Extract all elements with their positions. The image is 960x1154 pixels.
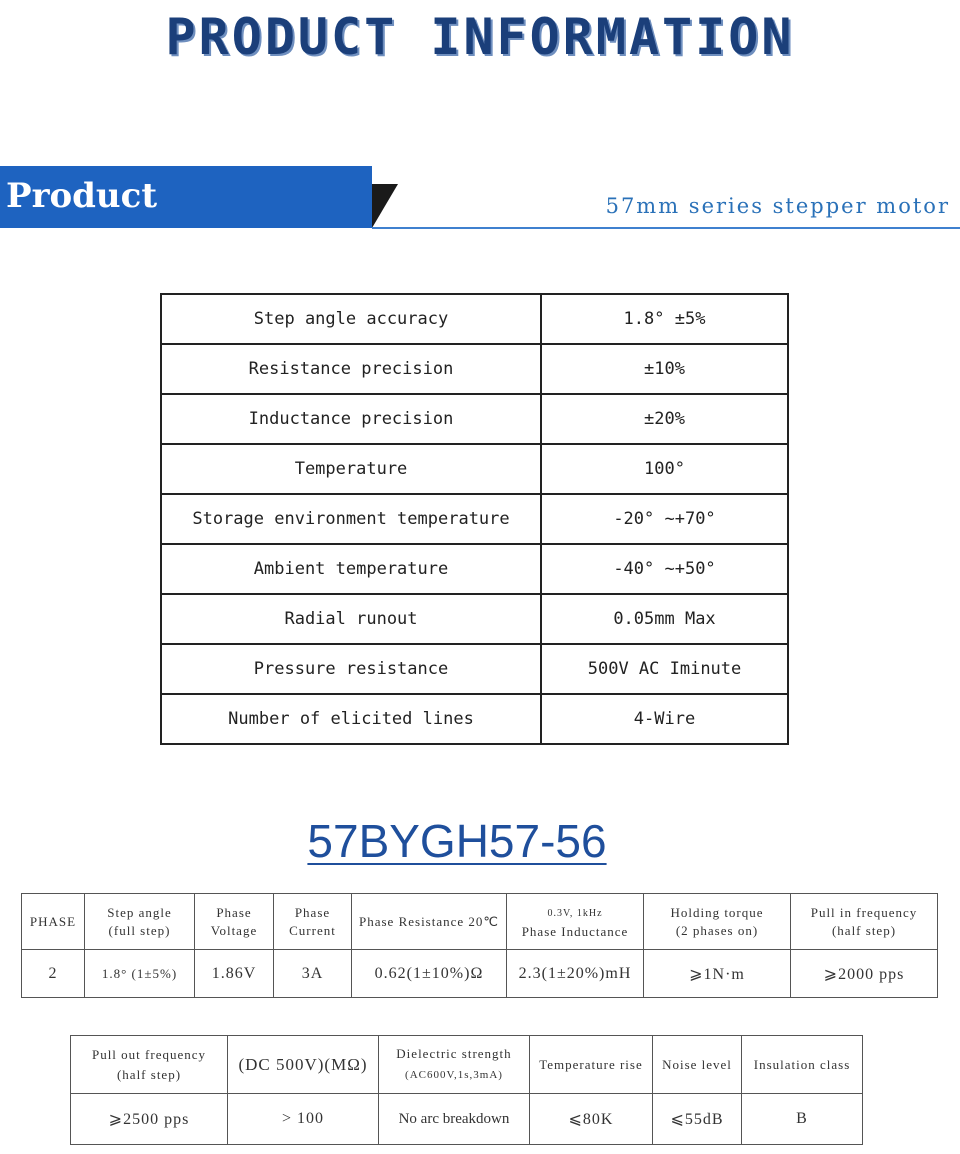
table-header-row: [22, 894, 938, 950]
header-line: Voltage: [210, 922, 258, 938]
header-line: (half step): [116, 1066, 182, 1082]
table-row: [161, 494, 788, 544]
header-line: (full step): [108, 922, 171, 938]
header-cell: [530, 1036, 653, 1094]
value-cell: 1.86V: [195, 950, 274, 998]
param-value: 4-Wire: [541, 694, 788, 744]
value-cell: > 100: [228, 1094, 379, 1145]
param-label: Storage environment temperature: [161, 494, 541, 544]
param-label: Number of elicited lines: [161, 694, 541, 744]
table-row: [161, 544, 788, 594]
header-cell: [379, 1036, 530, 1094]
header-cell: [85, 894, 195, 950]
header-line: (AC600V,1s,3mA): [405, 1069, 503, 1081]
value-cell: B: [742, 1094, 863, 1145]
spec-table-electrical: [21, 893, 938, 998]
param-value: 0.05mm Max: [541, 594, 788, 644]
model-name: 57BYGH57-56: [307, 815, 607, 867]
param-value: ±20%: [541, 394, 788, 444]
header-line: Temperature rise: [539, 1056, 643, 1072]
param-value: -40° ~+50°: [541, 544, 788, 594]
param-value: 1.8° ±5%: [541, 294, 788, 344]
header-line: Current: [289, 922, 336, 938]
param-value: ±10%: [541, 344, 788, 394]
banner-rule-divider: [372, 227, 960, 229]
header-line: 0.3V, 1kHz: [547, 907, 603, 919]
table-row: [161, 344, 788, 394]
header-line: PHASE: [29, 913, 77, 929]
table-row: [161, 644, 788, 694]
header-line: Phase: [216, 904, 252, 920]
header-line: Pull in frequency: [810, 904, 918, 920]
header-line: Dielectric strength: [396, 1046, 512, 1061]
header-line: Phase Resistance 20℃: [358, 913, 500, 929]
table-header-row: [71, 1036, 863, 1094]
value-cell: 3A: [274, 950, 352, 998]
section-subtitle: 57mm series stepper motor: [605, 194, 950, 218]
header-cell: [195, 894, 274, 950]
table-row: [161, 444, 788, 494]
header-line: Insulation class: [753, 1056, 851, 1072]
table-row: [22, 950, 938, 998]
param-value: 500V AC Iminute: [541, 644, 788, 694]
value-cell: 2.3(1±20%)mH: [507, 950, 644, 998]
header-line: Phase: [294, 904, 331, 920]
header-line: (2 phases on): [675, 922, 759, 938]
value-cell: 0.62(1±10%)Ω: [352, 950, 507, 998]
header-cell: [228, 1036, 379, 1094]
header-cell: [22, 894, 85, 950]
param-value: -20° ~+70°: [541, 494, 788, 544]
table-row: [161, 594, 788, 644]
param-label: Temperature: [161, 444, 541, 494]
section-title: Product parameters: [6, 176, 224, 276]
header-line: (half step): [831, 922, 897, 938]
header-line: Step angle: [107, 904, 172, 920]
param-label: Radial runout: [161, 594, 541, 644]
table-row: [71, 1094, 863, 1145]
header-cell: [352, 894, 507, 950]
page-title: PRODUCT INFORMATION: [165, 8, 795, 66]
value-cell: No arc breakdown: [379, 1094, 530, 1145]
header-cell: [71, 1036, 228, 1094]
value-cell: ⩾1N·m: [644, 950, 791, 998]
table-row: [161, 694, 788, 744]
table-row: [161, 394, 788, 444]
header-cell: [791, 894, 938, 950]
header-cell: [507, 894, 644, 950]
value-cell: ⩾2000 pps: [791, 950, 938, 998]
header-line: Phase Inductance: [521, 923, 629, 939]
parameters-table: [160, 293, 789, 745]
param-label: Pressure resistance: [161, 644, 541, 694]
value-cell: ⩽80K: [530, 1094, 653, 1145]
banner-notch-decoration: [372, 184, 398, 228]
header-line: Holding torque: [670, 904, 764, 920]
header-cell: [742, 1036, 863, 1094]
section-banner: [0, 166, 372, 276]
header-cell: [274, 894, 352, 950]
header-cell: [644, 894, 791, 950]
param-label: Resistance precision: [161, 344, 541, 394]
value-cell: 2: [22, 950, 85, 998]
param-value: 100°: [541, 444, 788, 494]
spec-table-performance: [70, 1035, 863, 1145]
header-line: Pull out frequency: [91, 1046, 207, 1062]
value-cell: ⩾2500 pps: [71, 1094, 228, 1145]
param-label: Inductance precision: [161, 394, 541, 444]
table-row: [161, 294, 788, 344]
value-cell: 1.8° (1±5%): [85, 950, 195, 998]
value-cell: ⩽55dB: [653, 1094, 742, 1145]
param-label: Step angle accuracy: [161, 294, 541, 344]
header-line: Noise level: [662, 1056, 732, 1072]
header-cell: [653, 1036, 742, 1094]
param-label: Ambient temperature: [161, 544, 541, 594]
header-line: (DC 500V)(MΩ): [238, 1054, 368, 1074]
